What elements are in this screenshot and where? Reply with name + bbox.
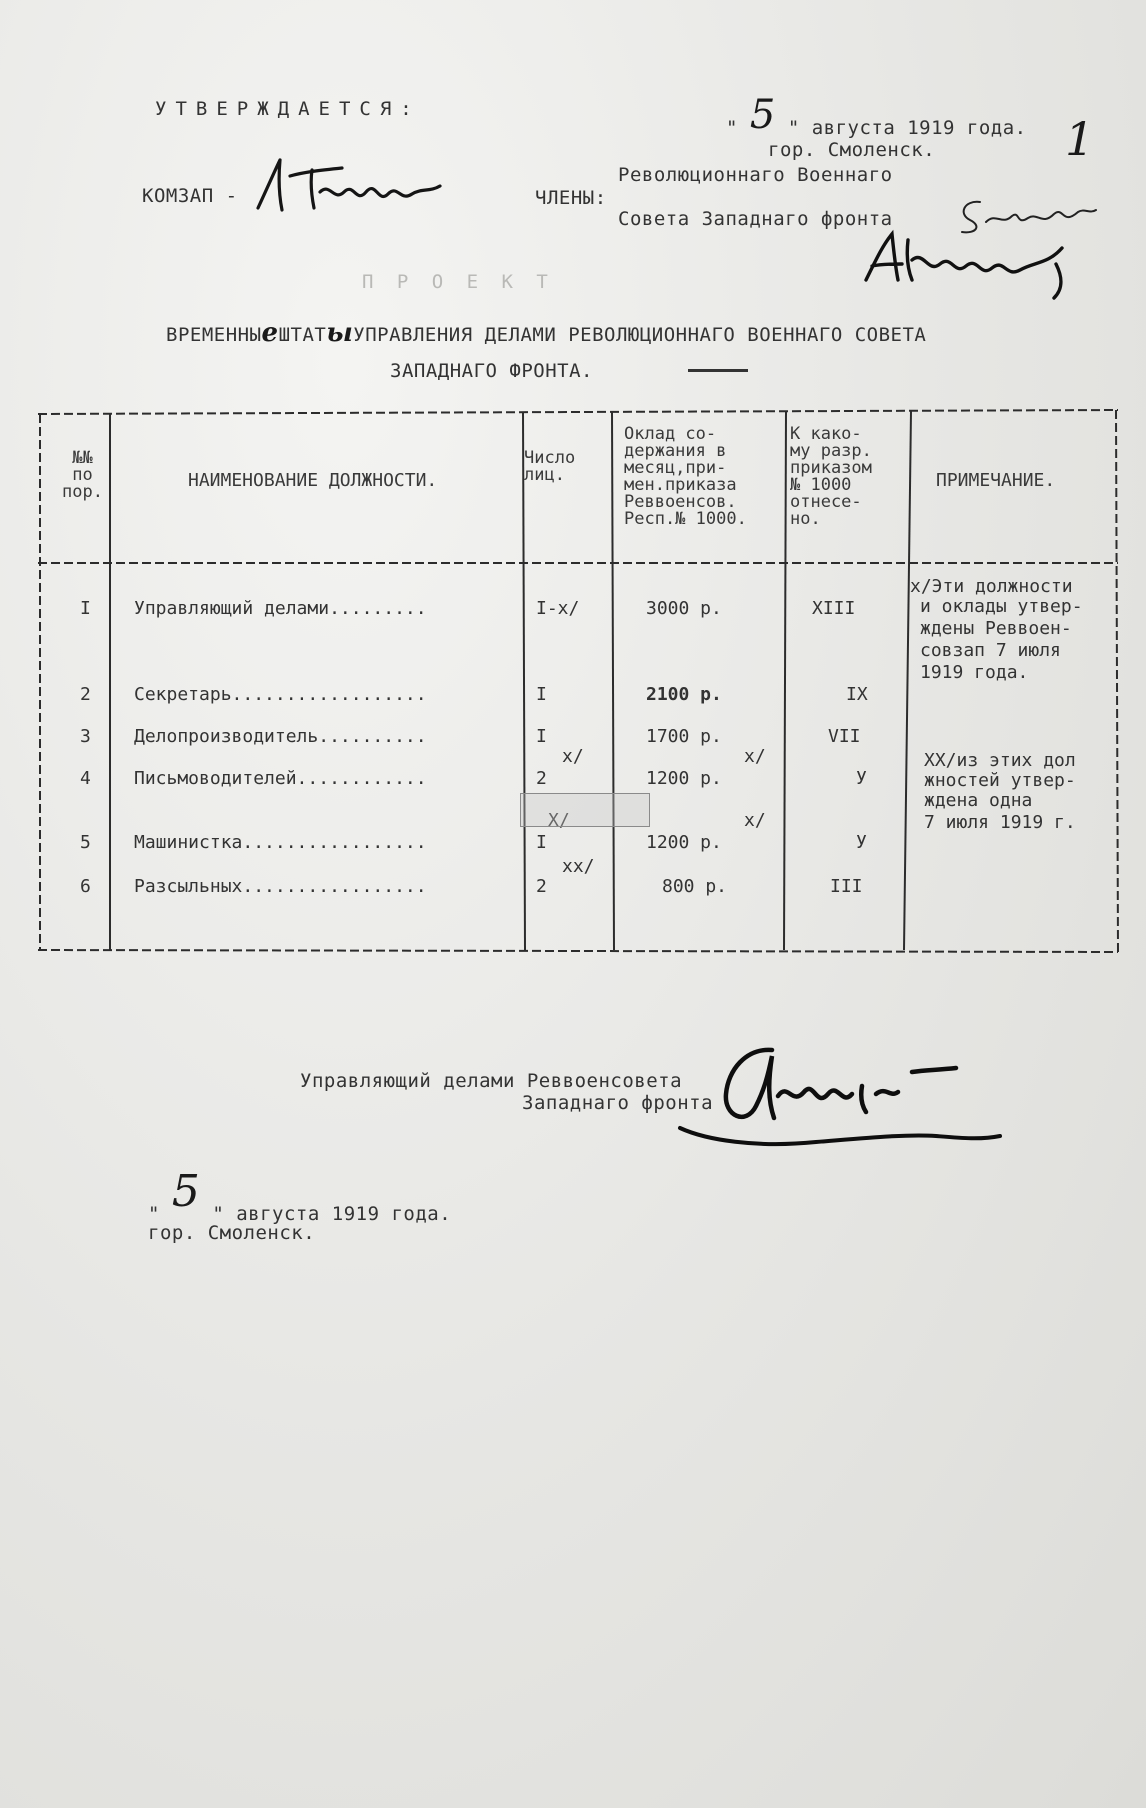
count-mark: хх/	[562, 856, 595, 877]
row-salary: 3000 р.	[646, 598, 722, 619]
row-salary: 1700 р.	[646, 726, 722, 747]
row-count: I	[536, 684, 547, 705]
footer-city: гор. Смоленск.	[148, 1222, 316, 1244]
row-position: Разсыльных.................	[134, 876, 427, 897]
row-num: 5	[80, 832, 91, 853]
page-number: 1	[1065, 112, 1095, 166]
title-hand-e: е	[261, 318, 279, 348]
header-city: гор. Смоленск.	[768, 139, 936, 161]
date-day-handwritten: 5	[749, 92, 776, 138]
count-mark: х/	[562, 746, 584, 767]
council-line2: Совета Западнаго фронта	[618, 208, 893, 230]
row-position: Секретарь..................	[134, 684, 427, 705]
row-count: I-х/	[536, 598, 580, 619]
date-day-handwritten: 5	[171, 1166, 201, 1217]
title-hand-y: ы	[326, 318, 354, 348]
row-count: I	[536, 832, 547, 853]
header-count: Число лиц.	[524, 448, 576, 485]
salary-mark: х/	[744, 810, 766, 831]
komzap-label: КОМЗАП -	[142, 185, 238, 207]
row-salary: 1200 р.	[646, 832, 722, 853]
date-quote: "	[148, 1203, 160, 1225]
note-line: и оклады утвер-	[920, 596, 1083, 617]
row-grade: III	[830, 876, 863, 897]
row-grade: IX	[846, 684, 868, 705]
note-line: х/Эти должности	[910, 576, 1073, 597]
project-word: П Р О Е К Т	[362, 271, 554, 293]
row-position: Делопроизводитель..........	[134, 726, 427, 747]
row-count: 2	[536, 768, 547, 789]
title-part-b: ШТАТ	[278, 324, 327, 346]
header-num: №№ по пор.	[62, 448, 103, 502]
row-num: 3	[80, 726, 91, 747]
note-line: ХХ/из этих дол	[924, 750, 1076, 771]
note-line: ждены Реввоен-	[920, 618, 1072, 639]
members-label: ЧЛЕНЫ:	[535, 187, 607, 209]
title-part-c: УПРАВЛЕНИЯ ДЕЛАМИ РЕВОЛЮЦИОННАГО ВОЕННАГО СОВЕТА	[353, 324, 927, 346]
header-salary: Оклад со- держания в месяц,при- мен.приказа Реввоенсов. Респ.№ 1000.	[624, 424, 747, 529]
row-num: 2	[80, 684, 91, 705]
note-line: совзап 7 июля	[920, 640, 1061, 661]
row-position: Управляющий делами.........	[134, 598, 427, 619]
header-grade: К како- му разр. приказом № 1000 отнесе- но.	[790, 424, 872, 529]
note-line: ждена одна	[924, 790, 1033, 811]
row-num: 4	[80, 768, 91, 789]
date-quote: "	[726, 117, 738, 139]
title-part-a: ВРЕМЕННЫ	[166, 324, 262, 346]
row-position: Машинистка.................	[134, 832, 427, 853]
row-salary: 2100 р.	[646, 684, 722, 705]
signer-line1: Управляющий делами Реввоенсовета	[300, 1070, 683, 1092]
document-title-line2: ЗАПАДНАГО ФРОНТА.	[390, 360, 593, 382]
header-note: ПРИМЕЧАНИЕ.	[936, 470, 1056, 491]
date-rest: " августа 1919 года.	[787, 117, 1027, 139]
approved-label: УТВЕРЖДАЕТСЯ:	[155, 98, 421, 120]
row-position: Письмоводителей............	[134, 768, 427, 789]
header-position: НАИМЕНОВАНИЕ ДОЛЖНОСТИ.	[188, 470, 438, 491]
row-count: I	[536, 726, 547, 747]
row-grade: У	[856, 832, 867, 853]
date-rest: " августа 1919 года.	[212, 1203, 452, 1225]
count-mark: Х/	[548, 810, 570, 831]
row-grade: XIII	[812, 598, 856, 619]
note-line: 1919 года.	[920, 662, 1029, 683]
faint-stamp	[520, 793, 650, 827]
note-line: жностей утвер-	[924, 770, 1076, 791]
row-count: 2	[536, 876, 547, 897]
row-num: 6	[80, 876, 91, 897]
row-grade: VII	[828, 726, 861, 747]
row-num: I	[80, 598, 91, 619]
note-line: 7 июля 1919 г.	[924, 812, 1076, 833]
row-grade: У	[856, 768, 867, 789]
signer-line2: Западнаго фронта	[522, 1092, 714, 1114]
row-salary: 1200 р.	[646, 768, 722, 789]
row-salary: 800 р.	[662, 876, 728, 897]
salary-mark: х/	[744, 746, 766, 767]
council-line1: Революционнаго Военнаго	[618, 164, 893, 186]
signature-manager-icon	[676, 1036, 1006, 1156]
